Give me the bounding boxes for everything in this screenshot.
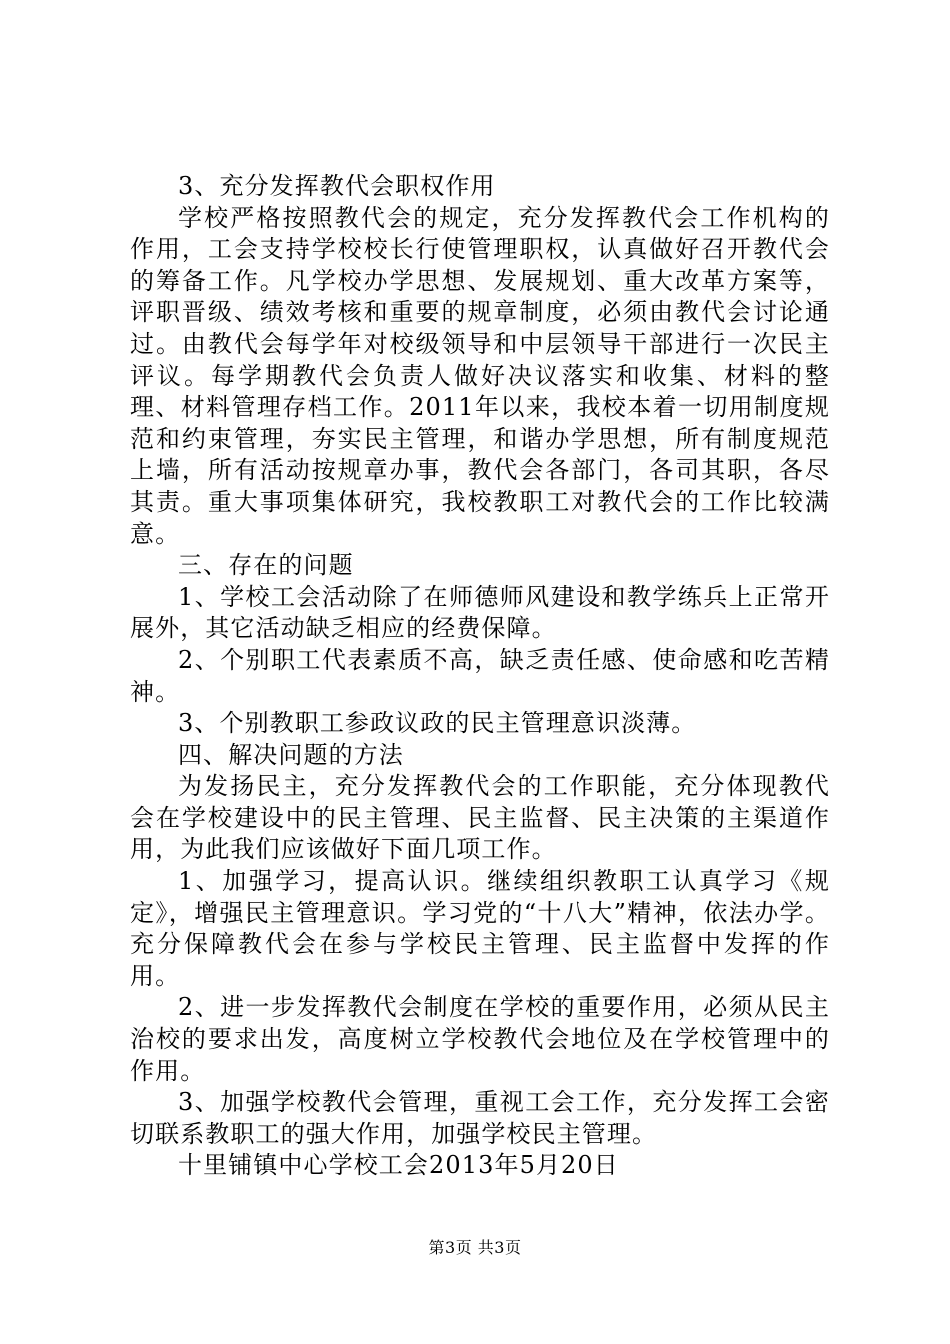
page-footer: 第3页 共3页: [428, 1238, 522, 1257]
problem-item-2: 2、个别职工代表素质不高，缺乏责任感、使命感和吃苦精神。: [130, 645, 830, 706]
solution-item-3: 3、加强学校教代会管理，重视工会工作，充分发挥工会密切联系教职工的强大作用，加强学校民主管理。: [130, 1088, 830, 1148]
section-heading-problems: 三、存在的问题: [178, 551, 354, 580]
section-heading-solutions: 四、解决问题的方法: [178, 740, 404, 769]
document-body: [130, 171, 830, 1182]
solution-item-1: 1、加强学习，提高认识。继续组织教职工认真学习《规定》，增强民主管理意识。学习党的“十八大”精神，依法办学。充分保障教代会在参与学校民主管理、民主监督中发挥的作用。: [130, 867, 830, 990]
signature-date: 十里铺镇中心学校工会2013年5月20日: [178, 1151, 619, 1180]
problem-item-3: 3、个别教职工参政议政的民主管理意识淡薄。: [178, 709, 697, 738]
solution-item-2: 2、进一步发挥教代会制度在学校的重要作用，必须从民主治校的要求出发，高度树立学校教代会地位及在学校管理中的作用。: [130, 993, 830, 1085]
solutions-intro: 为发扬民主，充分发挥教代会的工作职能，充分体现教代会在学校建设中的民主管理、民主监督、民主决策的主渠道作用，为此我们应该做好下面几项工作。: [130, 772, 830, 864]
section-heading-3: 3、充分发挥教代会职权作用: [178, 172, 496, 200]
paragraph-staff-congress-role: 学校严格按照教代会的规定，充分发挥教代会工作机构的作用，工会支持学校校长行使管理职权，认真做好召开教代会的筹备工作。凡学校办学思想、发展规划、重大改革方案等，评职晋级、绩效考核和重要的规章制度，必须由教代会讨论通过。由教代会每学年对校级领导和中层领导干部进行一次民主评议。每学期教代会负责人做好决议落实和收集、材料的整理、材料管理存档工作。2011年以来，我校本着一切用制度规范和约束管理，夯实民主管理，和谐办学思想，所有制度规范上墙，所有活动按规章办事，教代会各部门，各司其职，各尽其责。重大事项集体研究，我校教职工对教代会的工作比较满意。: [130, 203, 830, 548]
problem-item-1: 1、学校工会活动除了在师德师风建设和教学练兵上正常开展外，其它活动缺乏相应的经费保障。: [130, 582, 830, 643]
